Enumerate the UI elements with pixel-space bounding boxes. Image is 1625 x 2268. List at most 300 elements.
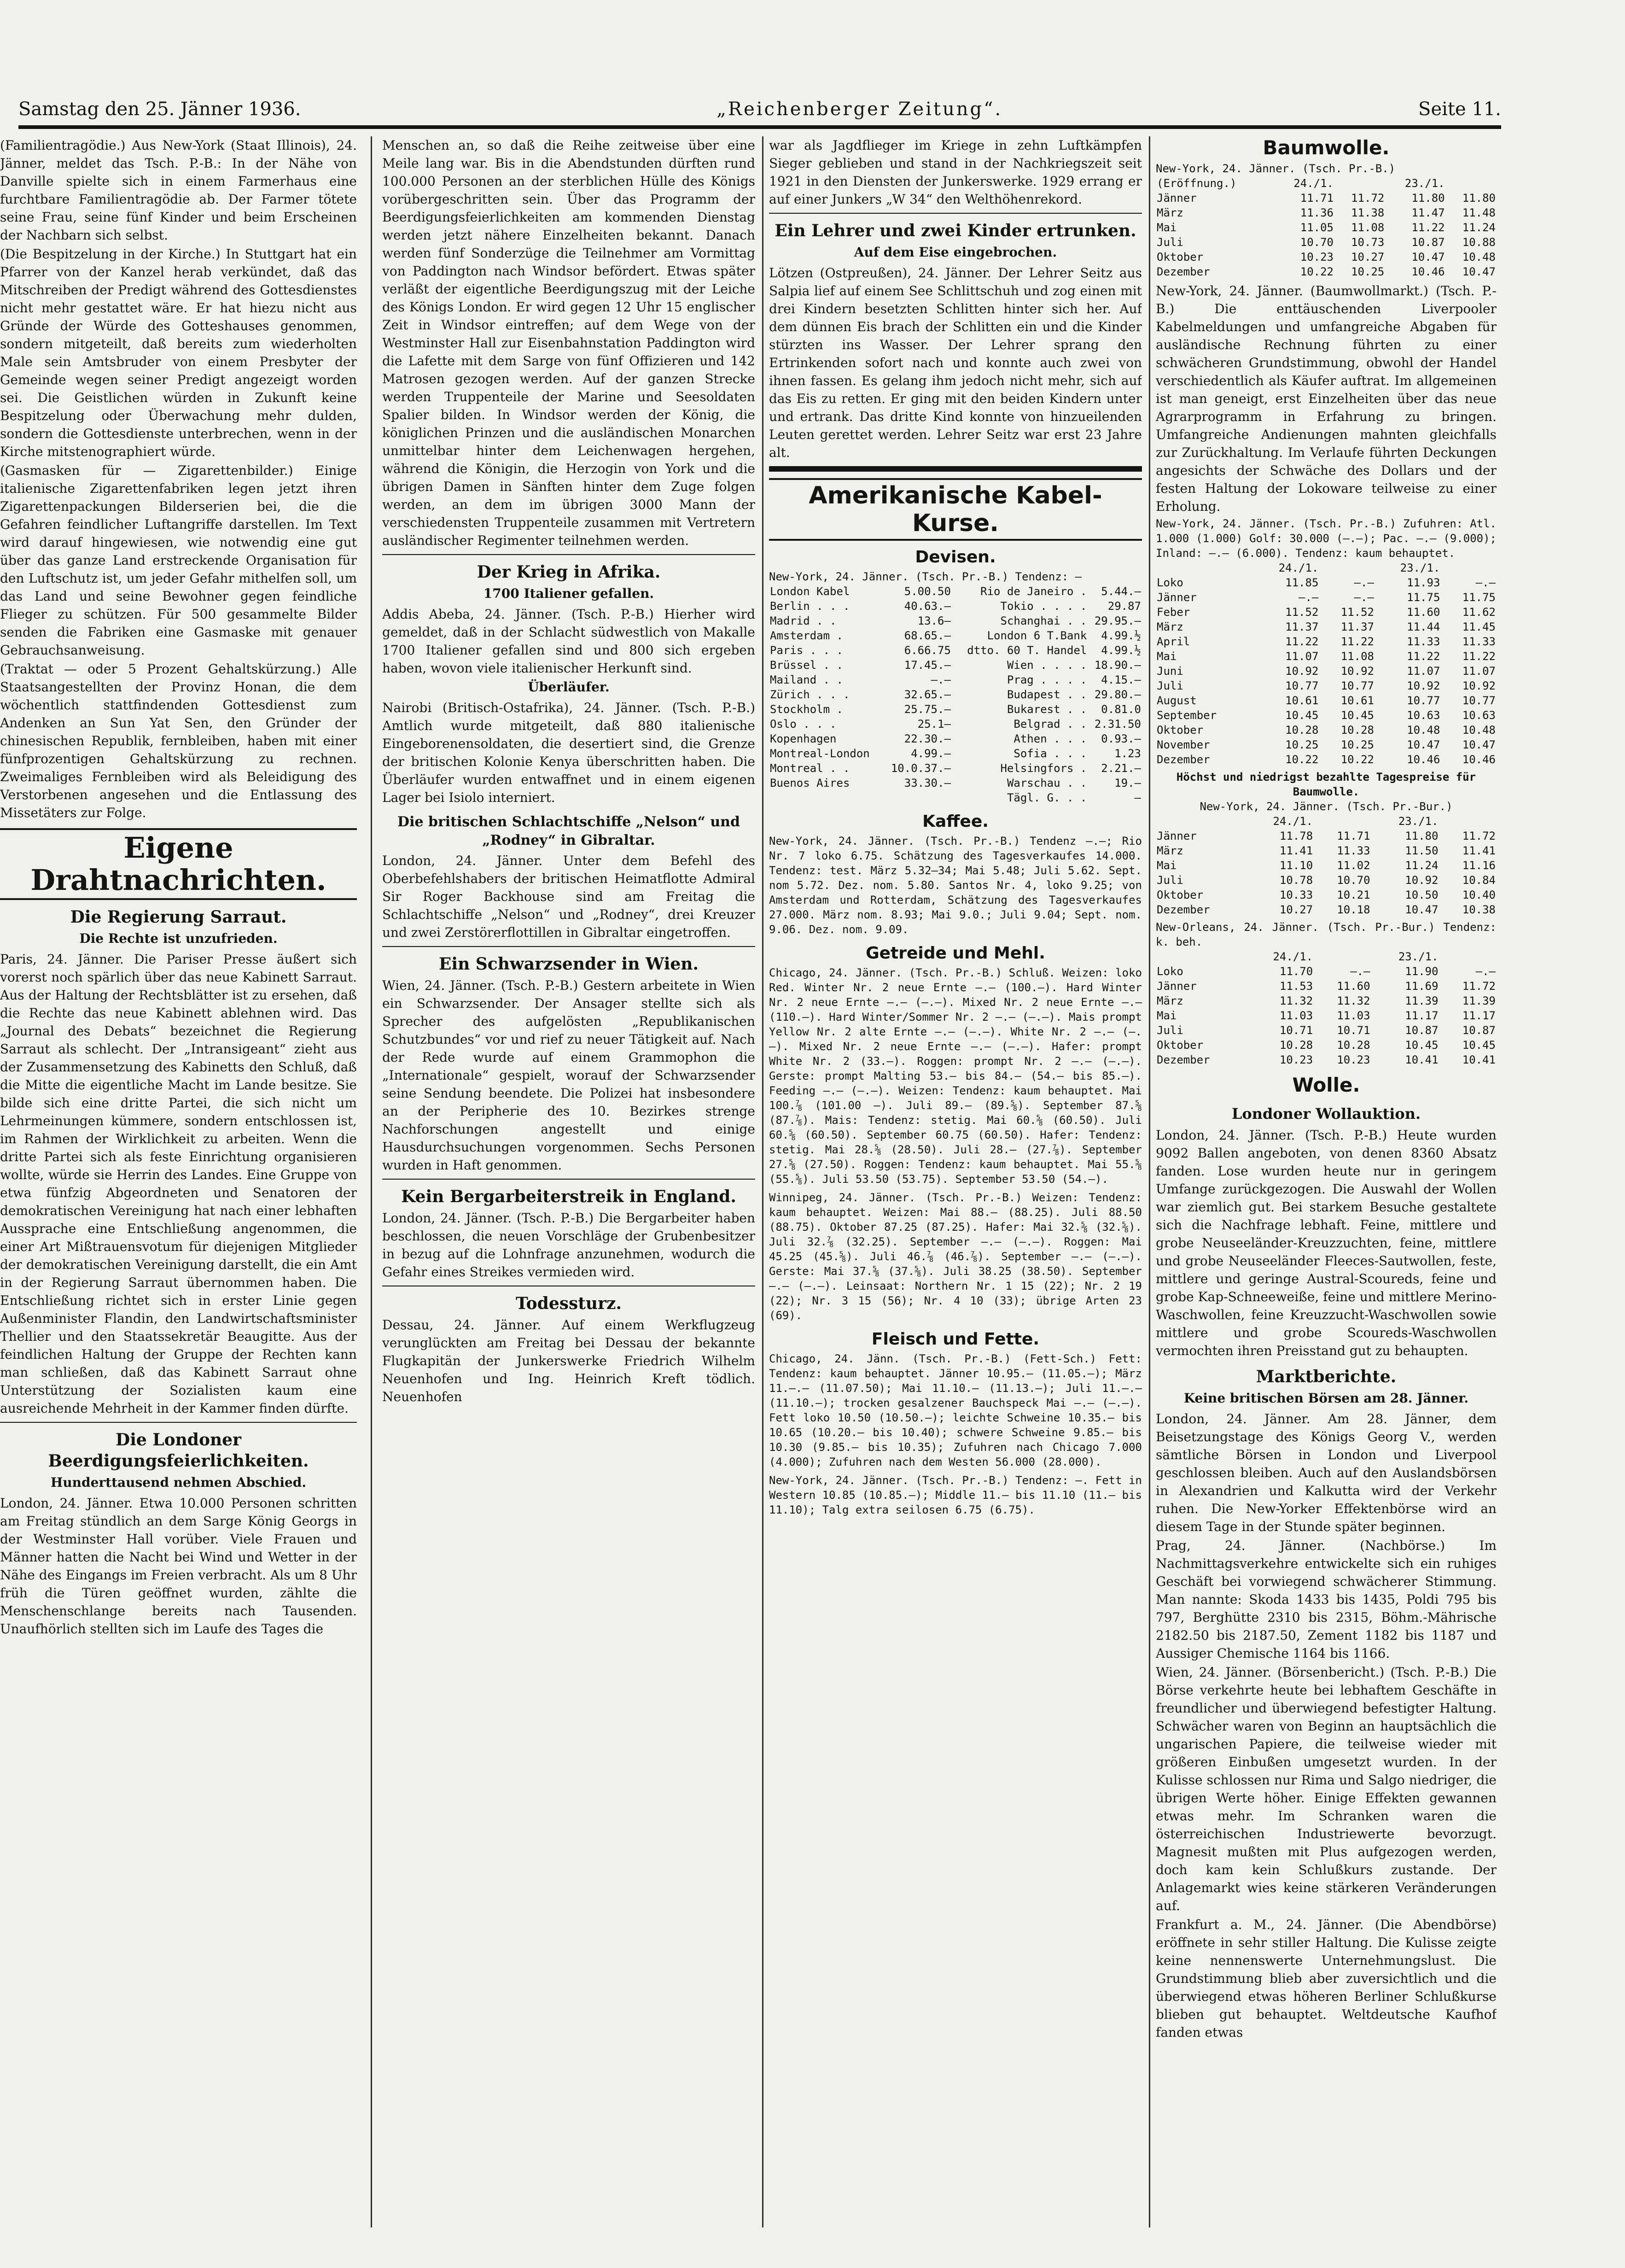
table-cell: 10.71 [1279,1024,1313,1037]
table-cell: 11.72 [1462,830,1496,842]
table-cell: 11.08 [1340,650,1374,663]
table-cell: 11.17 [1405,1009,1439,1022]
devisen-row [769,614,1142,628]
table-cell: Oktober [1157,888,1204,901]
article-text: London, 24. Jänner. Am 28. Jänner, dem Beisetzungstage des Königs Georg V., werden sämtliche Börsen in London und Liverpool geschlossen bleiben. Auch auf den Auslandsbörsen in Alexandrien und Kalkutta wird der Verkehr ruhen. Die New-Yorker Effektenbörse wird an diesem Tage in der Stunde später beginnen. [1156,1411,1497,1534]
cotton-row [1156,634,1497,649]
masthead [18,92,1501,120]
cotton-row [1156,649,1497,664]
table-cell: 5.44.— [1101,585,1141,598]
market-report: Chicago, 24. Jänn. (Tsch. Pr.-B.) (Fett-Sch.) Fett: Tendenz: kaum behauptet. Jänner 10.95.— (11.05.—); März 11.—.— (11.07.50); Mai 11.10.— (11.13.—); Juli 11.—.— (11.10.—); trocken gesalzener Bauchspeck Mai —.— (—.—). Fett loko 10.50 (10.50.—); leichte Schweine 10.35.— bis 10.65 (10.20.— bis 10.40); schwere Schweine 9.85.— bis 10.30 (9.85.— bis 10.35); Zufuhren nach Chicago 7.000 (4.000); Zufuhren nach dem Westen 56.000 (28.000). [769,1352,1142,1468]
table-cell: Tokio . . . . [1000,600,1087,613]
table-header-row [1156,176,1497,191]
table-cell: Sofia . . . [1013,747,1087,760]
article-text: Wien, 24. Jänner. (Börsenbericht.) (Tsch. P.-B.) Die Börse verkehrte heute bei lebhaftem Geschäfte in freundlicher und überwiegend befestigter Haltung. Schwächer waren von Beginn an hauptsächlich die ungarischen Papiere, die teilweise wieder mit größeren Einbußen umgesetzt wurden. In der Kulisse schlossen nur Rima und Salgo niedriger, die übrigen Werte höher. Einige Effekten gewannen etwas mehr. Im Schranken waren die österreichischen Industriewerte bevorzugt. Magnesit mußten mit Plus aufgezogen werden, doch kam kein Schlußkurs zustande. Der Anlagemarkt wies keine stärkeren Veränderungen auf. [1156,1665,1497,1913]
section-heading: Eigene Drahtnachrichten. [0,828,357,900]
table-cell: 11.33 [1337,844,1370,857]
table-cell: Madrid . . [770,614,837,627]
table-cell: Jänner [1157,830,1197,842]
article-text: Lötzen (Ostpreußen), 24. Jänner. Der Lehrer Seitz aus Salpia lief auf einem See Schlittschuh und zog einen mit drei Kindern besetzten Schlitten hinter sich her. Auf dem dünnen Eis brach der Schlitten ein und die Kinder stürzten ins Wasser. Der Lehrer sprang den Ertrinkenden sofort nach und konnte auch zwei von ihnen fassen. Es gelang ihm jedoch nicht mehr, sich auf das Eis zu retten. Er ging mit den beiden Kindern unter und ertrank. Das dritte Kind konnte von hinzueilenden Leuten gerettet werden. Lehrer Seitz war erst 23 Jahre alt. [769,265,1142,460]
table-cell: 11.07 [1407,665,1440,678]
table-cell: 10.71 [1337,1024,1370,1037]
article-separator [382,946,755,947]
cotton-row [1156,723,1497,737]
table-title: Kaffee. [922,812,989,831]
article-text: London, 24. Jänner. Unter dem Befehl des Oberbefehlshabers der britischen Heimatflotte Admiral Sir Roger Backhouse sind am Freitag die Schlachtschiffe „Nelson“ und „Rodney“, drei Kreuzer und zwei Zerstörerflottillen in Gibraltar eingetroffen. [382,853,755,940]
table-cell: 10.61 [1285,694,1319,707]
table-cell: dtto. 60 T. Handel [967,644,1087,657]
table-cell: Oktober [1157,1039,1204,1052]
masthead-rule [18,125,1501,129]
table-cell: 10.41 [1405,1053,1439,1066]
table-cell: 68.65.— [904,629,951,642]
table-cell: 2.31.50 [1094,718,1141,731]
table-cell: —.— [1354,591,1374,604]
table-cell: 10.47 [1405,903,1439,916]
table-cell: 11.39 [1405,994,1439,1007]
table-cell: 10.22 [1300,265,1334,278]
table-cell: Juli [1157,874,1183,887]
article-text: Paris, 24. Jänner. Die Pariser Presse äußert sich vorerst noch spärlich über das neue Kabinett Sarraut. Aus der Haltung der Rechtsblätter ist zu ersehen, daß die Rechte das neue Kabinett ablehnen wird. Das „Journal des Debats“ bezeichnet die Regierung Sarraut als schlecht. Der „Intransigeant“ zieht aus der Zusammensetzung des Kabinetts den Schluß, daß die Mitte die eigentliche Macht im Lande besitze. Sie bilde sich eine dritte Partei, die sich nicht um Lehrmeinungen kümmere, sondern entschlossen ist, im Rahmen der Wirklichkeit zu arbeiten. Wenn die dritte Partei sich als feste Einrichtung organisieren wollte, würde sie Herrin des Landes. Eine Gruppe von etwa fünfzig Abgeordneten und Senatoren der demokratischen Vereinigung hat nach einer lebhaften Aussprache eine Entschließung angenommen, die einer Art Mißtrauensvotum für diejenigen Mitglieder der demokratischen Vereinigung darstellt, die ein Amt in der Regierung Sarraut übernommen haben. Die Entschließung richtet sich in erster Linie gegen Außenminister Flandin, den Landwirtschaftsminister Thellier und den Staatssekretär Beaugitte. Aus der feindlichen Haltung der Gruppe der Rechten kann man schließen, daß das Kabinett Sarraut ohne Unterstützung der Sozialisten kaum eine ausreichende Mehrheit in der Kammer finden dürfte. [0,952,357,1416]
table-cell: —.— [1475,965,1496,978]
table-cell: Mai [1157,1009,1177,1022]
table-cell: 11.62 [1462,606,1496,619]
table-cell: Jänner [1157,591,1197,604]
table-cell: 11.60 [1337,980,1370,993]
table-cell: 11.03 [1279,1009,1313,1022]
column-header: 23./1. [1400,561,1440,574]
table-cell: 10.47 [1462,265,1496,278]
cotton-row [1156,979,1497,994]
cotton-row [1156,191,1497,205]
table-cell: Juli [1157,236,1183,249]
table-cell: Amsterdam . [770,629,843,642]
table-cell: 10.27 [1351,251,1385,263]
devisen-row [769,776,1142,790]
devisen-row [769,731,1142,746]
article-subheadline: Die Rechte ist unzufrieden. [79,931,278,946]
table-cell: 10.22 [1340,753,1374,766]
table-cell: 11.32 [1337,994,1370,1007]
table-cell: 11.75 [1407,591,1440,604]
table-cell: 11.80 [1411,192,1445,205]
column-header: 24./1. [1273,815,1313,828]
table-cell: 11.41 [1462,844,1496,857]
section-heading: Amerikanische Kabel-Kurse. [769,478,1142,541]
table-cell: 11.72 [1351,192,1385,205]
table-cell: 11.41 [1279,844,1313,857]
table-cell: 10.25 [1285,738,1319,751]
article-subheadline: Auf dem Eise eingebrochen. [854,245,1057,260]
article-text: Addis Abeba, 24. Jänner. (Tsch. P.-B.) Hierher wird gemeldet, daß in der Schlacht südwestlich von Makalle 1700 Italiener gefallen sind und 800 sich ergeben haben, wovon viele italienischer Herkunft sind. [382,607,755,676]
cotton-table [1156,176,1497,279]
table-cell: Dezember [1157,903,1210,916]
table-cell: 11.85 [1285,576,1319,589]
table-cell: Schanghai . . [1000,614,1087,627]
table-cell: 11.36 [1300,206,1334,219]
table-cell: März [1157,620,1183,633]
table-cell: 10.46 [1407,753,1440,766]
table-cell: 10.28 [1337,1039,1370,1052]
column-header [1156,814,1246,829]
table-cell: 29.80.— [1094,688,1141,701]
table-cell: 22.30.— [904,732,951,745]
section-heading: Baumwolle. [1263,136,1390,159]
cotton-row [1156,678,1497,693]
table-intro: New-York, 24. Jänner. (Tsch. Pr.-Bur.) [1200,800,1453,813]
table-cell: März [1157,844,1183,857]
cotton-row [1156,994,1497,1008]
cotton-row [1156,843,1497,858]
table-cell: 10.87 [1411,236,1445,249]
table-cell: 10.92 [1405,874,1439,887]
table-cell: 10.38 [1462,903,1496,916]
table-cell: 32.65.— [904,688,951,701]
column-header [1441,561,1497,575]
cotton-row [1156,752,1497,767]
table-cell: 11.07 [1462,665,1496,678]
table-cell: 10.48 [1462,724,1496,737]
table-cell: 10.78 [1279,874,1313,887]
table-cell: Paris . . . [770,644,843,657]
article-text: Wien, 24. Jänner. (Tsch. P.-B.) Gestern arbeitete in Wien ein Schwarzsender. Der Ansager stellte sich als Sprecher des aufgelösten „Republikanischen Schutzbundes“ vor und rief zu neuer Tätigkeit auf. Nach der Rede wurde auf einem Grammophon die „Internationale“ gespielt, worauf der Schwarzsender seine Sendung beendete. Die Polizei hat insbesondere an der Peripherie des 10. Bezirkes strenge Nachforschungen angestellt und einige Hausdurchsuchungen vorgenommen. Sechs Personen wurden in Haft genommen. [382,978,755,1173]
table-cell: 10.77 [1285,679,1319,692]
table-cell: 10.27 [1279,903,1313,916]
devisen-row [769,643,1142,658]
article-subheadline: Hunderttausend nehmen Abschied. [50,1475,307,1490]
page-number: Seite 11. [1418,99,1501,120]
table-cell: Jänner [1157,192,1197,205]
table-cell: 11.70 [1279,965,1313,978]
article-headline: Die Regierung Sarraut. [70,907,287,927]
table-cell: 10.45 [1285,709,1319,722]
cotton-row [1156,902,1497,917]
market-report: Winnipeg, 24. Jänner. (Tsch. Pr.-B.) Weizen: Tendenz: kaum behauptet. Weizen: Mai 88.— (88.25). Juli 88.50 (88.75). Oktober 87.25 (87.25). Hafer: Mai 32.⅝ (32.⅝). Juli 32.⅞ (32.25). September —.— (—.—). Roggen: Mai 45.25 (45.⅝). Juli 46.⅞ (46.⅞). September —.— (—.—). Gerste: Mai 37.⅝ (37.⅝). Juli 38.25 (38.50). September —.— (—.—). Leinsaat: Northern Nr. 1 15 (22); Nr. 2 19 (22); Nr. 3 15 (56); Nr. 4 10 (33); übrige Arten 23 (69). [769,1191,1142,1322]
table-cell: 10.45 [1405,1039,1439,1052]
column-header: 23./1. [1398,950,1439,963]
cotton-row [1156,1008,1497,1023]
table-cell: Kopenhagen [770,732,837,745]
table-cell: 11.08 [1351,221,1385,234]
table-cell: 25.1— [917,718,951,731]
article-separator [382,554,755,555]
table-cell: 11.52 [1285,606,1319,619]
article-subheadline: Überläufer. [528,679,610,695]
table-cell: Tägl. G. . . [1007,791,1087,804]
table-cell: Mai [1157,859,1177,872]
column-1 [0,136,357,2227]
table-cell: 11.24 [1405,859,1439,872]
cotton-row [1156,235,1497,250]
table-cell: 2.21.— [1101,762,1141,775]
devisen-row [769,672,1142,687]
table-cell: 10.48 [1462,251,1496,263]
table-cell: 19.— [1114,777,1141,789]
table-cell: Montreal-London [770,747,870,760]
cotton-table [1156,814,1497,917]
column-header: 24./1. [1293,177,1334,190]
table-cell: Budapest . . [1007,688,1087,701]
table-cell: 17.45.— [904,659,951,672]
table-cell: 11.16 [1462,859,1496,872]
table-cell: 10.87 [1405,1024,1439,1037]
table-cell: 10.48 [1407,724,1440,737]
table-cell: 10.23 [1279,1053,1313,1066]
cotton-row [1156,620,1497,634]
article-subheadline: Keine britischen Börsen am 28. Jänner. [1183,1391,1469,1406]
market-report: New-York, 24. Jänner. (Tsch. Pr.-B.) Tendenz: —. Fett in Western 10.85 (10.85.—); Middle 11.— bis 11.10 (11.— bis 11.10); Talg extra seilosen 6.75 (6.75). [769,1474,1142,1516]
table-cell: Mai [1157,221,1177,234]
table-cell: 11.38 [1351,206,1385,219]
table-cell: 10.28 [1340,724,1374,737]
table-cell: Berlin . . . [770,600,850,613]
table-cell: März [1157,994,1183,1007]
table-cell: Warschau . . [1007,777,1087,789]
table-intro: New-York, 24. Jänner. (Tsch. Pr.-B.) [1156,162,1396,175]
table-cell: 10.47 [1411,251,1445,263]
devisen-row [769,687,1142,702]
table-cell: —.— [1299,591,1319,604]
table-cell: April [1157,635,1190,648]
table-cell: 4.99.½ [1101,629,1141,642]
article-text: London, 24. Jänner. (Tsch. P.-B.) Die Bergarbeiter haben beschlossen, die neuen Vorschläge der Grubenbesitzer in bezug auf die Lohnfrage anzunehmen, wodurch die Gefahr eines Streikes vermieden wird. [382,1210,755,1280]
table-cell: Rio de Janeiro . [980,585,1087,598]
table-cell: 33.30.— [904,777,951,789]
table-cell: Mailand . . [770,673,843,686]
cotton-row [1156,575,1497,590]
table-cell: — [1134,791,1141,804]
table-cell: 11.03 [1337,1009,1370,1022]
table-cell: 11.39 [1462,994,1496,1007]
table-cell: Juni [1157,665,1183,678]
table-cell: 10.63 [1407,709,1440,722]
table-cell: September [1157,709,1217,722]
article-text: London, 24. Jänner. (Tsch. P.-B.) Heute wurden 9092 Ballen angeboten, von denen 8360 Absatz fanden. Lose wurden heute nur in geringem Umfange zurückgezogen. Die Auswahl der Wollen war ziemlich gut. Bei starkem Besuche gestaltete sich die Nachfrage lebhaft. Feine, mittlere und grobe Neuseeländer-Kreuzzuchten, feine, mittlere und grobe Neuseeländer Fleeces-Sautwollen, feste, mittlere und geringe Austral-Scoureds, feine und grobe Kap-Schneeweiße, feine und mittlere Merino-Waschwollen, feine Kreuzzucht-Waschwollen sowie mittlere und grobe Scoureds-Waschwollen vermochten ihren Preisstand gut zu behaupten. [1156,1128,1497,1358]
article-headline: Der Krieg in Afrika. [477,562,661,582]
table-cell: 11.90 [1405,965,1439,978]
table-cell: 10.46 [1411,265,1445,278]
table-cell: 6.66.75 [904,644,951,657]
column-header [1439,949,1497,964]
table-cell: 29.95.— [1094,614,1141,627]
cotton-row [1156,264,1497,279]
table-cell [769,790,883,805]
devisen-row [769,790,1142,805]
table-header-row [1156,561,1497,575]
table-cell: Zürich . . . [770,688,850,701]
table-cell: 13.6— [917,614,951,627]
table-cell: Brüssel . . [770,659,843,672]
table-cell: 10.61 [1340,694,1374,707]
table-cell: 10.88 [1462,236,1496,249]
table-cell: London Kabel [770,585,850,598]
section-rule [769,466,1142,472]
market-report: New-York, 24. Jänner. (Tsch. Pr.-B.) Tendenz —.—; Rio Nr. 7 loko 6.75. Schätzung des Tagesverkaufes 14.000. Tendenz: test. März 5.32—34; Mai 5.48; Juli 5.62. Sept. nom 5.72. Dez. nom. 5.80. Santos Nr. 4, loko 9.25; von Amsterdam und Rotterdam, Schätzung des Tagesverkaufes 27.000. März nom. 8.93; Mai 9.0.; Juli 9.04; Sept. nom. 9.06. Dez. nom. 9.09. [769,835,1142,936]
table-intro: New-York, 24. Jänner. (Tsch. Pr.-B.) Tendenz: — [769,570,1082,583]
table-cell: Oktober [1157,724,1204,737]
table-intro: New-Orleans, 24. Jänner. (Tsch. Pr.-Bur.) Tendenz: k. beh. [1156,921,1497,948]
table-cell: 11.22 [1462,650,1496,663]
table-cell: Bukarest . . [1007,703,1087,716]
table-cell: Montreal . . [770,762,850,775]
table-cell: —.— [1350,965,1370,978]
article-separator [769,213,1142,214]
cotton-row [1156,250,1497,264]
table-cell: 11.80 [1405,830,1439,842]
column-header: 24./1. [1278,561,1319,574]
article-text: Prag, 24. Jänner. (Nachbörse.) Im Nachmittagsverkehre entwickelte sich ein ruhiges Geschäft bei vorwiegend schwächerer Stimmung. Man nannte: Skoda 1433 bis 1435, Poldi 795 bis 797, Berghütte 2310 bis 2315, Böhm.-Mährische 2182.50 bis 2187.50, Zement 1182 bis 1187 und Aussiger Chemische 1164 bis 1166. [1156,1538,1497,1661]
cotton-row [1156,964,1497,979]
table-cell: 11.24 [1462,221,1496,234]
table-cell: 11.37 [1285,620,1319,633]
article-headline: Todessturz. [515,1294,622,1313]
cotton-row [1156,708,1497,723]
column-divider [1149,136,1150,2227]
column-header [1439,814,1497,829]
table-title: Devisen. [915,548,996,567]
table-cell: 10.28 [1279,1039,1313,1052]
table-cell: London 6 T.Bank [987,629,1087,642]
table-cell: 5.00.50 [904,585,951,598]
table-cell: 10.33 [1279,888,1313,901]
article-text: (Traktat — oder 5 Prozent Gehaltskürzung.) Alle Staatsangestellten der Provinz Honan, die dem wöchentlich stattfindenden Gottesdienst zum Andenken an Sun Yat Sen, den Gründer der chinesischen Republik, fernbleiben, haben mit einer fünfprozentigen Gehaltskürzung zu rechnen. Zweimaliges Fernbleiben wird als Beleidigung des Verstorbenen angesehen und die Entlassung des Missetäters zur Folge. [0,661,357,820]
devisen-row [769,761,1142,776]
table-cell: 11.75 [1462,591,1496,604]
table-cell: 10.70 [1300,236,1334,249]
table-cell: Mai [1157,650,1177,663]
cotton-row [1156,1052,1497,1067]
article-headline: Die britischen Schlachtschiffe „Nelson“ und „Rodney“ in Gibraltar. [397,814,740,848]
table-cell: 10.77 [1407,694,1440,707]
article-text: London, 24. Jänner. Etwa 10.000 Personen schritten am Freitag stündlich an dem Sarge König Georgs in der Westminster Hall vorüber. Viele Frauen und Männer hatten die Nacht bei Wind und Wetter in der Nähe des Eingangs im Freien verbracht. Als um 8 Uhr früh die Türen geöffnet wurden, zählte die Menschenschlange bereits nach Tausenden. Unaufhörlich stellten sich im Laufe des Tages die [0,1496,357,1637]
table-cell: 11.60 [1407,606,1440,619]
table-cell: 25.75.— [904,703,951,716]
table-cell: 40.63.— [904,600,951,613]
table-cell: 11.37 [1340,620,1374,633]
article-subheadline: 1700 Italiener gefallen. [483,586,654,601]
table-cell: 11.52 [1340,606,1374,619]
cotton-row [1156,873,1497,888]
devisen-row [769,702,1142,717]
article-separator [0,1422,357,1423]
table-title: Fleisch und Fette. [871,1330,1040,1349]
column-header: 23./1. [1404,177,1445,190]
devisen-row [769,599,1142,614]
table-cell: 10.21 [1337,888,1370,901]
table-cell: 10.87 [1462,1024,1496,1037]
table-cell: 10.47 [1407,738,1440,751]
table-cell [883,790,952,805]
table-cell: 4.99.— [911,747,951,760]
table-cell: 11.72 [1462,980,1496,993]
cotton-row [1156,1023,1497,1038]
issue-date: Samstag den 25. Jänner 1936. [18,99,301,120]
table-cell: 10.45 [1340,709,1374,722]
table-cell: 10.50 [1405,888,1439,901]
table-cell: 4.15.— [1101,673,1141,686]
table-cell: 11.22 [1285,635,1319,648]
table-cell: 11.53 [1279,980,1313,993]
column-header: (Eröffnung.) [1157,177,1237,190]
cotton-row [1156,888,1497,902]
table-cell: 10.18 [1337,903,1370,916]
table-cell: 11.33 [1407,635,1440,648]
table-intro: New-York, 24. Jänner. (Tsch. Pr.-B.) Zufuhren: Atl. 1.000 (1.000) Golf: 30.000 (—.—); Pac. —.— (9.000); Inland: —.— (6.000). Tendenz: kaum behauptet. [1156,517,1497,560]
article-text: Nairobi (Britisch-Ostafrika), 24. Jänner. (Tsch. P.-B.) Amtlich wurde mitgeteilt, daß 880 italienische Eingeborenensoldaten, die desertiert sind, die Grenze der britischen Kolonie Kenya überschritten haben. Die Überläufer wurden entwaffnet und in einem eigenen Lager bei Isiolo interniert. [382,700,755,805]
column-divider [762,136,763,2227]
cotton-row [1156,858,1497,873]
table-cell: 10.92 [1462,679,1496,692]
article-text: (Die Bespitzelung in der Kirche.) In Stuttgart hat ein Pfarrer von der Kanzel herab verkündet, daß das Mitschreiben der Predigt während des Gottesdienstes nicht mehr gestattet wäre. Er hat hiezu nicht aus Gründe der Würde des Gotteshauses genommen, sondern mitgeteilt, daß bereits zum wiederholten Male sein Amtsbruder von einem Presbyter der Gemeinde wegen seiner Predigt angezeigt worden sei. Die Geistlichen würden in Zukunft keine Bespitzelung oder Überwachung mehr dulden, sondern die Gottesdienste unterbrechen, wenn in der Kirche mitstenographiert würde. [0,246,357,459]
table-cell: 10.63 [1462,709,1496,722]
cotton-table [1156,561,1497,767]
table-cell: 10.77 [1462,694,1496,707]
table-cell: 10.45 [1462,1039,1496,1052]
table-cell: 11.45 [1462,620,1496,633]
column-header [1156,561,1253,575]
table-title: Höchst und niedrigst bezahlte Tagespreise für Baumwolle. [1176,771,1476,798]
cotton-row [1156,605,1497,620]
cotton-row [1156,737,1497,752]
table-cell: 11.93 [1407,576,1440,589]
table-cell: 0.93.— [1101,732,1141,745]
table-cell: Athen . . . [1013,732,1087,745]
column-divider [371,136,372,2227]
cotton-row [1156,590,1497,605]
table-cell: 10.28 [1285,724,1319,737]
table-cell: 11.71 [1337,830,1370,842]
table-cell: 11.78 [1279,830,1313,842]
column-3 [769,136,1142,2227]
table-cell: 11.33 [1462,635,1496,648]
table-cell: 11.47 [1411,206,1445,219]
cotton-row [1156,1038,1497,1052]
article-headline: Londoner Wollauktion. [1231,1105,1421,1122]
table-cell: 11.17 [1462,1009,1496,1022]
newspaper-title: „Reichenberger Zeitung“. [716,99,1003,120]
table-header-row [1156,814,1497,829]
devisen-table [769,584,1142,805]
article-headline: Ein Lehrer und zwei Kinder ertrunken. [775,221,1136,240]
table-cell: 10.25 [1340,738,1374,751]
article-separator [382,1179,755,1180]
article-text: (Gasmasken für — Zigarettenbilder.) Einige italienische Zigarettenfabriken legen jetzt ihren Zigarettenpackungen Bilderserien bei, die die Gefahren feindlicher Luftangriffe darstellen. Im Text wird darauf hingewiesen, wie notwendig eine gut über das ganze Land erstreckende Organisation für den Luftschutz ist, um jeder Gefahr mithelfen soll, um das Land und seine Bewohner gegen feindliche Flieger zu schützen. Für 500 gesammelte Bilder senden die Fabriken eine Gasmaske mit genauer Gebrauchsanweisung. [0,463,357,658]
table-cell: —.— [1354,576,1374,589]
column-header [1319,561,1375,575]
column-header [1446,176,1497,191]
table-cell: 11.22 [1407,650,1440,663]
table-cell: Loko [1157,576,1183,589]
table-cell: 0.81.0 [1101,703,1141,716]
table-cell: Dezember [1157,265,1210,278]
table-cell: 11.48 [1462,206,1496,219]
table-cell: 11.05 [1300,221,1334,234]
table-cell: Loko [1157,965,1183,978]
table-cell: 10.92 [1285,665,1319,678]
article-text: Dessau, 24. Jänner. Auf einem Werkflugzeug verunglückten am Freitag bei Dessau der bekannte Flugkapitän der Junkerswerke Friedrich Wilhelm Neuenhofen und Ing. Heinrich Kreft tödlich. Neuenhofen [382,1317,755,1404]
table-cell: 10.23 [1300,251,1334,263]
article-text: Menschen an, so daß die Reihe zeitweise über eine Meile lang war. Bis in die Abendstunden dürften rund 100.000 Personen an der sterblichen Hülle des Königs vorübergeschritten sein. Über das Programm der Beerdigungsfeierlichkeiten am kommenden Dienstag werden jetzt nähere Einzelheiten bekannt. Danach werden fünf Sonderzüge die Teilnehmer am Vormittag von Paddington nach Windsor befördert. Etwas später verläßt der eigentliche Beerdigungszug mit der Leiche des Königs London. Er wird gegen 12 Uhr 15 englischer Zeit in Windsor eintreffen; auf dem Wege von der Westminster Hall zur Eisenbahnstation Paddington wird die Lafette mit dem Sarge von fünf Offizieren und 142 Matrosen gezogen werden. Auf der ganzen Strecke werden Truppenteile der Marine und Seesoldaten Spalier bilden. In Windsor werden der König, die königlichen Prinzen und die ausländischen Monarchen unmittelbar hinter dem Leichenwagen hergehen, während die Königin, die Herzogin von York und die übrigen Damen in Sänften hinter dem Zuge folgen werden, an dem im übrigen 3000 Mann der verschiedensten Truppenteile zusammen mit Vertretern ausländischer Regimenter teilnehmen werden. [382,138,755,548]
table-cell: Oktober [1157,251,1204,263]
table-cell: Buenos Aires [770,777,850,789]
article-text: (Familientragödie.) Aus New-York (Staat Illinois), 24. Jänner, meldet das Tsch. P.-B.: In der Nähe von Danville spielte sich in einem Farmerhaus eine furchtbare Familientragödie ab. Der Farmer tötete seine Frau, seine fünf Kinder und beim Erscheinen der Nachbarn sich selbst. [0,138,357,243]
table-cell: 10.77 [1340,679,1374,692]
table-cell: 10.41 [1462,1053,1496,1066]
table-cell: 11.07 [1285,650,1319,663]
table-cell: 10.47 [1462,738,1496,751]
table-cell: Juli [1157,1024,1183,1037]
table-cell: 10.22 [1285,753,1319,766]
